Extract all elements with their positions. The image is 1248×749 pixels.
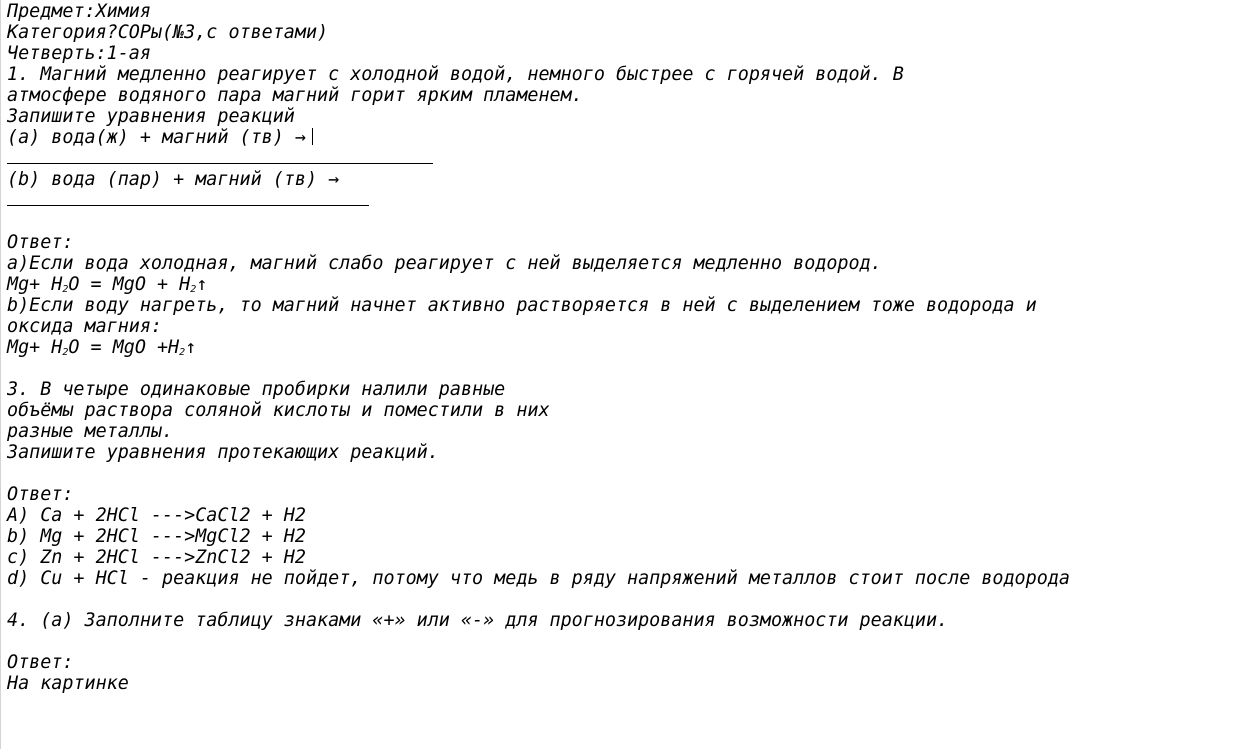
task4-text: 4. (a) Заполните таблицу знаками «+» или «-» для прогнозирования возможности реакции. xyxy=(7,610,949,631)
task1-instruction: Запишите уравнения реакций xyxy=(7,106,295,127)
answer4-label: Ответ: xyxy=(7,652,74,673)
answer3-d: d) Cu + HCl - реакция не пойдет, потому что медь в ряду напряжений металлов стоит после водорода xyxy=(7,568,1070,589)
task1-text-line2: атмосфере водяного пара магний горит ярким пламенем. xyxy=(7,85,583,106)
answer3-b: b) Mg + 2HCl --->MgCl2 + H2 xyxy=(7,526,306,547)
answer1-a-equation: $Mg+ H_2O$ = MgO + $H_2↑$ xyxy=(7,274,208,295)
answer-blank-line-b xyxy=(7,205,369,206)
answer3-c: c) Zn + 2HCl --->ZnCl2 + H2 xyxy=(7,547,306,568)
task3-text-line3: разные металлы. xyxy=(7,421,174,442)
answer3-label: Ответ: xyxy=(7,484,74,505)
subject-line: Предмет:Химия xyxy=(7,1,151,22)
task1-part-a xyxy=(7,127,313,148)
text-cursor xyxy=(312,128,313,145)
answer1-label: Ответ: xyxy=(7,232,74,253)
task3-text-line2: объёмы раствора соляной кислоты и поместили в них xyxy=(7,400,550,421)
category-line: Категория?СОРы(№3,с ответами) xyxy=(7,22,329,43)
answer4-text: На картинке xyxy=(7,673,129,694)
task1-part-b: (b) вода (пар) + магний (тв) → xyxy=(7,169,340,190)
task1-part-a-text: (a) вода(ж) + магний (тв) → xyxy=(7,127,306,148)
answer3-a: A) Ca + 2HCl --->CaCl2 + H2 xyxy=(7,505,306,526)
answer1-b-equation: $Mg+ H_2O$ = MgO $+H_2↑$ xyxy=(7,337,197,358)
task3-text-line1: 3. В четыре одинаковые пробирки налили равные xyxy=(7,379,506,400)
answer-blank-line-a xyxy=(7,163,433,164)
answer1-b-text-line1: b)Если воду нагреть, то магний начнет активно растворяется в ней с выделением тоже водорода и xyxy=(7,295,1037,316)
task1-text-line1: 1. Магний медленно реагирует с холодной водой, немного быстрее с горячей водой. В xyxy=(7,64,904,85)
quarter-line: Четверть:1-ая xyxy=(7,43,151,64)
task3-instruction: Запишите уравнения протекающих реакций. xyxy=(7,442,439,463)
answer1-b-text-line2: оксида магния: xyxy=(7,316,163,337)
answer1-a-text: а)Если вода холодная, магний слабо реагирует с ней выделяется медленно водород. xyxy=(7,253,882,274)
